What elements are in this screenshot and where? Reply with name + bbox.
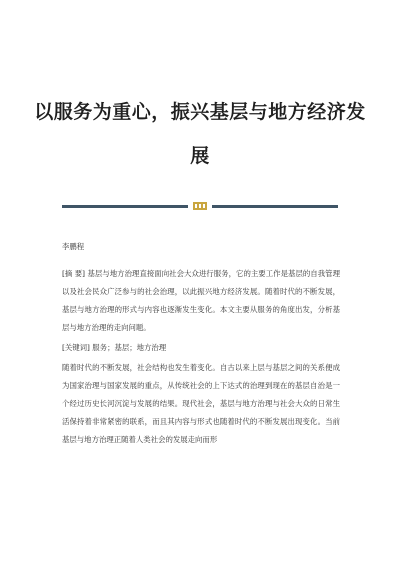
author-name: 李鹏程 [62, 242, 85, 251]
divider-line-right [212, 205, 338, 208]
title-line-1: 以服务为重心，振兴基层与地方经济发 [34, 101, 366, 123]
page-title [30, 90, 370, 178]
title-divider [62, 201, 338, 211]
body-paragraph: 随着时代的不断发展，社会结构也发生着变化。自古以来上层与基层之间的关系便成为国家治理与国家发展的重点，从传统社会的上下达式的治理到现在的基层自治是一个经过历史长河沉淀与发展的结果。现代社会，基层与地方治理与社会大众的日常生活保持着非常紧密的联系，而且其内容与形式也随着时代的不断发展出现变化。当前基层与地方治理正随着人类社会的发展走向而形 [62, 363, 340, 444]
ornament-icon [193, 201, 207, 211]
title-line-2: 展 [190, 145, 210, 167]
article-body [62, 238, 340, 451]
divider-line-left [62, 205, 188, 208]
abstract-paragraph: [摘 要] 基层与地方治理直接面向社会大众进行服务，它的主要工作是基层的自我管理以及社会民众广泛参与的社会治理，以此振兴地方经济发展。随着时代的不断发展，基层与地方治理的形式与内容也逐渐发生变化。本文主要从服务的角度出发，分析基层与地方治理的走向问题。 [62, 269, 340, 332]
keywords-paragraph: [关键词] 服务；基层；地方治理 [62, 343, 167, 352]
